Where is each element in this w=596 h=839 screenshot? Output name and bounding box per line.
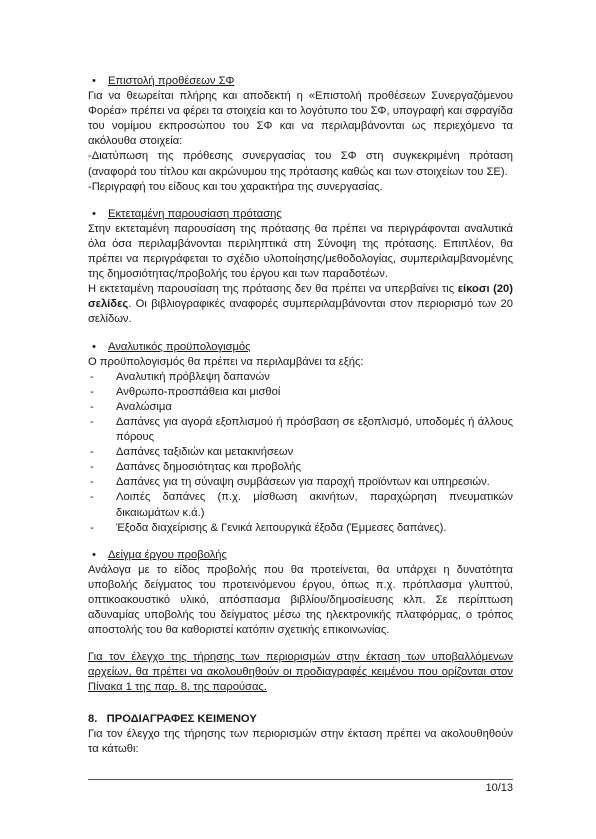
- section-heading: • Αναλυτικός προϋπολογισμός: [88, 340, 513, 355]
- list-item: - Ανθρωπο-προσπάθεια και μισθοί: [88, 385, 513, 400]
- section-heading: • Εκτεταμένη παρουσίαση πρότασης: [88, 207, 513, 222]
- list-item: - Δαπάνες ταξιδιών και μετακινήσεων: [88, 445, 513, 460]
- section-sample: [88, 548, 513, 696]
- section-heading: • Επιστολή προθέσεων ΣΦ: [88, 74, 513, 89]
- list-item: - Λοιπές δαπάνες (π.χ. μίσθωση ακινήτων, παραχώρηση πνευματικών δικαιωμάτων κ.ά.): [88, 490, 513, 520]
- budget-list: [88, 370, 513, 536]
- paragraph: [88, 282, 513, 327]
- list-item: - Αναλυτική πρόβλεψη δαπανών: [88, 370, 513, 385]
- list-item: - Δαπάνες για αγορά εξοπλισμού ή πρόσβαση σε εξοπλισμό, υποδομές ή άλλους πόρους: [88, 415, 513, 445]
- list-item: - Δαπάνες δημοσιότητας και προβολής: [88, 460, 513, 475]
- paragraph: -Διατύπωση της πρόθεσης συνεργασίας του ΣΦ στη συγκεκριμένη πρόταση (αναφορά του τίτλου και ακρώνυμου της πρότασης καθώς και των στοιχείων του ΣΕ).: [88, 150, 513, 178]
- text: . Οι βιβλιογραφικές αναφορές συμπεριλαμβάνονται στον περιορισμό των 20 σελίδων.: [88, 298, 513, 326]
- bold-text: είκοσι (20) σελίδες: [88, 283, 513, 311]
- page-number: 10/13: [485, 782, 513, 794]
- list-item: - Αναλώσιμα: [88, 400, 513, 415]
- list-item: - Έξοδα διαχείρισης & Γενικά λειτουργικά έξοδα (Έμμεσες δαπάνες).: [88, 521, 513, 536]
- paragraph: Για να θεωρείται πλήρης και αποδεκτή η «Επιστολή προθέσεων Συνεργαζόμενου Φορέα» πρέπει να φέρει τα στοιχεία και το λογότυπο του ΣΦ, υπογραφή και σφραγίδα του νομίμου εκπροσώπου του ΣΦ και να περιλαμβάνονται ως περιεχόμενο τα ακόλουθα στοιχεία:: [88, 90, 513, 148]
- section-budget: [88, 340, 513, 536]
- text: Η εκτεταμένη παρουσίαση της πρότασης δεν θα πρέπει να υπερβαίνει τις: [88, 283, 458, 296]
- list-item: - Δαπάνες για τη σύναψη συμβάσεων για παροχή προϊόντων και υπηρεσιών.: [88, 475, 513, 490]
- underlined-note: Για τον έλεγχο της τήρησης των περιορισμών στην έκταση των υποβαλλόμενων αρχείων, θα πρέπει να ακολουθηθούν οι προδιαγραφές κειμένου που ορίζονται στον Πίνακα 1 της παρ. 8. της παρούσας.: [88, 651, 513, 694]
- paragraph: Για τον έλεγχο της τήρησης των περιορισμών στην έκταση πρέπει να ακολουθηθούν τα κάτωθι:: [88, 727, 513, 755]
- footer-divider: [88, 779, 513, 780]
- document-body: [88, 74, 513, 757]
- section-heading: • Δείγμα έργου προβολής: [88, 548, 513, 563]
- paragraph: -Περιγραφή του είδους και του χαρακτήρα της συνεργασίας.: [88, 180, 383, 193]
- section-title: 8. ΠΡΟΔΙΑΓΡΑΦΕΣ ΚΕΙΜΕΝΟΥ: [88, 712, 257, 725]
- section-letter: [88, 74, 513, 195]
- paragraph: Στην εκτεταμένη παρουσίαση της πρότασης θα πρέπει να περιγράφονται αναλυτικά όλα όσα περιλαμβάνονται περιληπτικά στη Σύνοψη της πρότασης. Επιπλέον, θα πρέπει να περιγράφεται το σχέδιο υλοποίησης/μεθοδολογίας, συμπεριλαμβανομένης της δημοσιότητας/προβολής του έργου και των παραδοτέων.: [88, 222, 513, 281]
- paragraph: Ανάλογα με το είδος προβολής που θα προτείνεται, θα υπάρχει η δυνατότητα υποβολής δείγματος του προτεινόμενου έργου, όπως π.χ. πρόπλασμα γλυπτού, οπτικοακουστικό υλικό, απόσπασμα βιβλίου/δημοσίευσης κλπ. Σε περίπτωση αδυναμίας υποβολής του δείγματος μέσω της ηλεκτρονικής πλατφόρμας, ο τρόπος αποστολής του θα καθοριστεί κατόπιν σχετικής επικοινωνίας.: [88, 563, 513, 637]
- paragraph: Ο προϋπολογισμός θα πρέπει να περιλαμβάνει τα εξής:: [88, 355, 364, 368]
- section-extended: [88, 207, 513, 328]
- section-specs: [88, 712, 513, 757]
